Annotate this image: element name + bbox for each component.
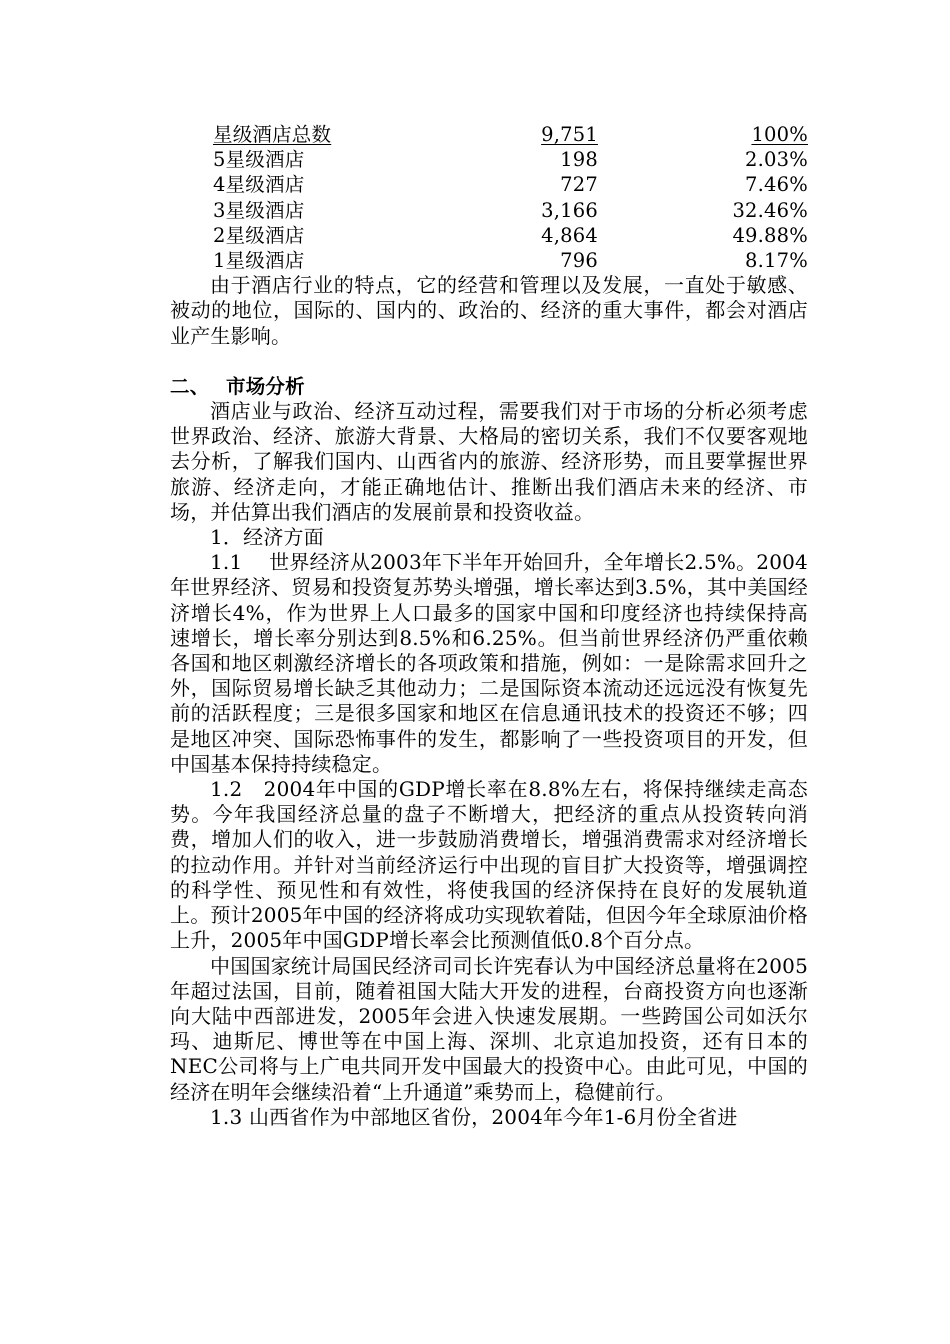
- paragraph-1-2: 1.2 2004年中国的GDP增长率在8.8%左右，将保持继续走高态势。今年我国经济总量的盘子不断增大，把经济的重点从投资转向消费，增加人们的收入，进一步鼓励消费增长，增强消费需求对经济增长的拉动作用。并针对当前经济运行中出现的盲目扩大投资等，增强调控的科学性、预见性和有效性，将使我国的经济保持在良好的发展轨道上。预计2005年中国的经济将成功实现软着陆，但因今年全球原油价格上升，2005年中国GDP增长率会比预测值低0.8个百分点。: [170, 777, 808, 953]
- table-row: [213, 198, 808, 223]
- row-percent: 8.17%: [745, 249, 808, 273]
- document-page: [170, 122, 808, 1130]
- table-row: [213, 248, 808, 273]
- row-count: 3,166: [541, 198, 598, 222]
- header-count: 9,751: [541, 123, 598, 146]
- row-count: 198: [560, 148, 598, 172]
- row-percent: 2.03%: [745, 148, 808, 172]
- table-row: [213, 147, 808, 172]
- economy-subheading: 1．经济方面: [210, 525, 324, 550]
- row-percent: 7.46%: [745, 173, 808, 197]
- row-name: 1星级酒店: [213, 249, 305, 273]
- row-percent: 49.88%: [732, 223, 808, 247]
- row-name: 5星级酒店: [213, 148, 305, 172]
- header-percent: 100%: [751, 123, 808, 146]
- header-count-cell: [412, 122, 598, 147]
- paragraph-1-1: 1.1 世界经济从2003年下半年开始回升，全年增长2.5%。2004年世界经济、贸易和投资复苏势头增强，增长率达到3.5%，其中美国经济增长4%，作为世界上人口最多的国家中国和印度经济也持续保持高速增长，增长率分别达到8.5%和6.25%。但当前世界经济仍严重依赖各国和地区刺激经济增长的各项政策和措施，例如：一是除需求回升之外，国际贸易增长缺乏其他动力；二是国际资本流动还远远没有恢复先前的活跃程度；三是很多国家和地区在信息通讯技术的投资还不够；四是地区冲突、国际恐怖事件的发生，都影响了一些投资项目的开发，但中国基本保持持续稳定。: [170, 550, 808, 776]
- header-percent-cell: [598, 122, 808, 147]
- statistics-paragraph: 中国国家统计局国民经济司司长许宪春认为中国经济总量将在2005年超过法国，目前，随着祖国大陆大开发的进程，台商投资方向也逐渐向大陆中西部进发，2005年会进入快速发展期。一些跨国公司如沃尔玛、迪斯尼、博世等在中国上海、深圳、北京追加投资，还有日本的NEC公司将与上广电共同开发中国最大的投资中心。由此可见，中国的经济在明年会继续沿着“上升通道”乘势而上，稳健前行。: [170, 953, 808, 1104]
- row-count: 796: [560, 249, 598, 273]
- table-header-row: [213, 122, 808, 147]
- intro-paragraph: 由于酒店行业的特点，它的经营和管理以及发展，一直处于敏感、被动的地位，国际的、国内的、政治的、经济的重大事件，都会对酒店业产生影响。: [170, 273, 808, 348]
- section-heading: [170, 374, 808, 399]
- section-title: 市场分析: [226, 374, 305, 398]
- section-number: 二、: [170, 374, 210, 398]
- header-name-cell: [213, 122, 412, 147]
- blank-line: [170, 349, 808, 374]
- market-intro-paragraph: 酒店业与政治、经济互动过程，需要我们对于市场的分析必须考虑世界政治、经济、旅游大背景、大格局的密切关系，我们不仅要客观地去分析，了解我们国内、山西省内的旅游、经济形势，而且要掌握世界旅游、经济走向，才能正确地估计、推断出我们酒店未来的经济、市场，并估算出我们酒店的发展前景和投资收益。: [170, 399, 808, 524]
- table-row: [213, 223, 808, 248]
- row-name: 4星级酒店: [213, 173, 305, 197]
- header-name: 星级酒店总数: [213, 123, 332, 146]
- row-count: 4,864: [541, 223, 598, 247]
- row-name: 3星级酒店: [213, 198, 305, 222]
- row-percent: 32.46%: [732, 198, 808, 222]
- hotel-stats-table: [213, 122, 808, 273]
- row-count: 727: [560, 173, 598, 197]
- row-name: 2星级酒店: [213, 223, 305, 247]
- table-row: [213, 172, 808, 197]
- paragraph-1-3: 1.3 山西省作为中部地区省份，2004年今年1-6月份全省进: [210, 1104, 738, 1129]
